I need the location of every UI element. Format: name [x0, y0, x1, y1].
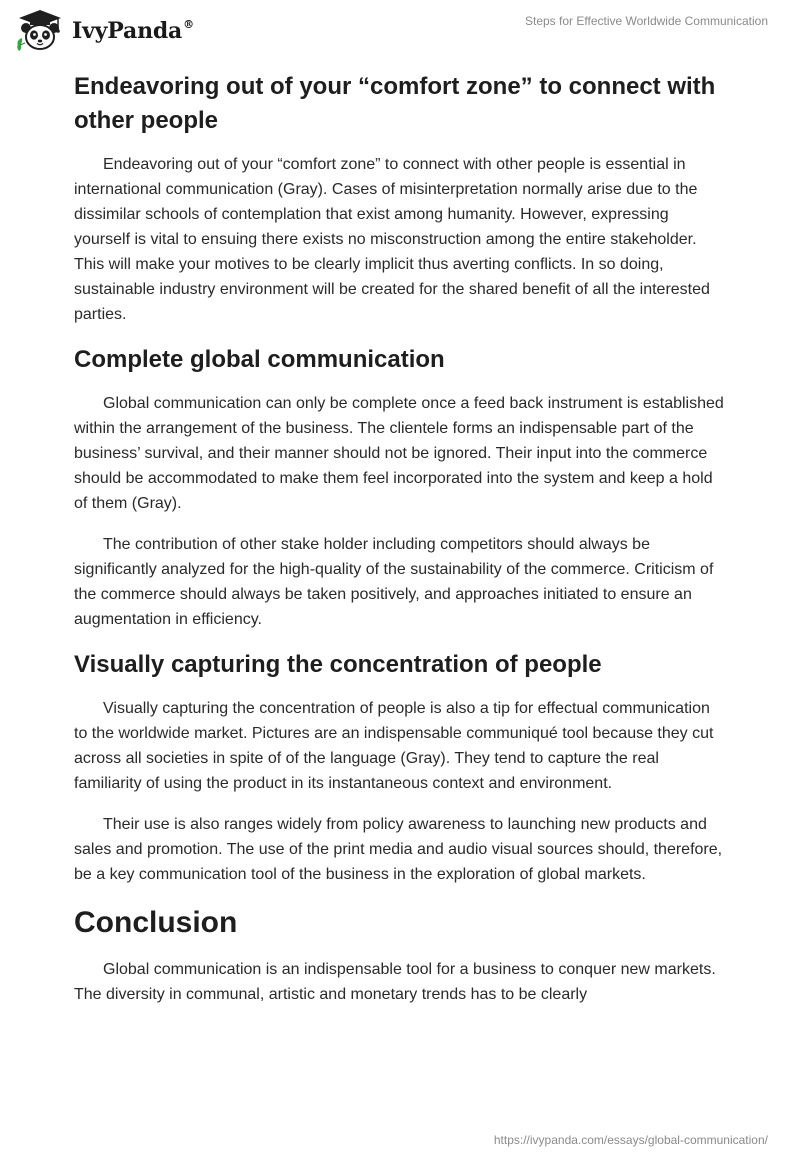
- section-paragraph: Visually capturing the concentration of people is also a tip for effectual communication to the worldwide market. Pictures are an indispensable communiqué tool because they cut across all societies in spite of of the language (Gray). They tend to capture the real familiarity of using the product in its instantaneous context and environment.: [74, 700, 714, 792]
- conclusion-heading: Conclusion: [74, 906, 238, 939]
- panda-graduate-icon: [14, 8, 66, 52]
- page-header: [0, 0, 800, 60]
- brand-name: [72, 18, 194, 44]
- section-paragraph: The contribution of other stake holder including competitors should always be significantly analyzed for the high-quality of the sustainability of the commerce. Criticism of the commerce should always be taken positively, and approaches initiated to ensure an augmentation in efficiency.: [74, 536, 714, 628]
- section-paragraph: Their use is also ranges widely from policy awareness to launching new products and sales and promotion. The use of the print media and audio visual sources should, therefore, be a key communication tool of the business in the exploration of global markets.: [74, 816, 723, 883]
- section-paragraph: Endeavoring out of your “comfort zone” to connect with other people is essential in international communication (Gray). Cases of misinterpretation normally arise due to the dissimilar schools of contemplation that exist among humanity. However, expressing yourself is vital to ensuing there exists no misconstruction among the entire stakeholder. This will make your motives to be clearly implicit thus averting conflicts. In so doing, sustainable industry environment will be created for the shared benefit of all the interested parties.: [74, 156, 710, 323]
- section-heading: Visually capturing the concentration of people: [74, 651, 602, 678]
- brand-label: IvyPanda: [72, 18, 183, 44]
- section-paragraph: Global communication can only be complete once a feed back instrument is established within the arrangement of the business. The clientele forms an indispensable part of the business’ survival, and their manner should not be ignored. Their input into the commerce should be accommodated to make them feel incorporated into the system and keep a hold of them (Gray).: [74, 395, 724, 512]
- registered-mark: ®: [183, 17, 194, 31]
- source-url[interactable]: https://ivypanda.com/essays/global-communication/: [493, 1133, 768, 1147]
- essay-content: [74, 70, 726, 1023]
- section-heading: Complete global communication: [74, 346, 445, 373]
- ivypanda-logo[interactable]: [14, 8, 194, 52]
- section-heading: Endeavoring out of your “comfort zone” to connect with other people: [74, 73, 716, 134]
- conclusion-paragraph: Global communication is an indispensable tool for a business to conquer new markets. The diversity in communal, artistic and monetary trends has to be clearly: [74, 961, 716, 1003]
- document-title: Steps for Effective Worldwide Communication: [525, 14, 768, 28]
